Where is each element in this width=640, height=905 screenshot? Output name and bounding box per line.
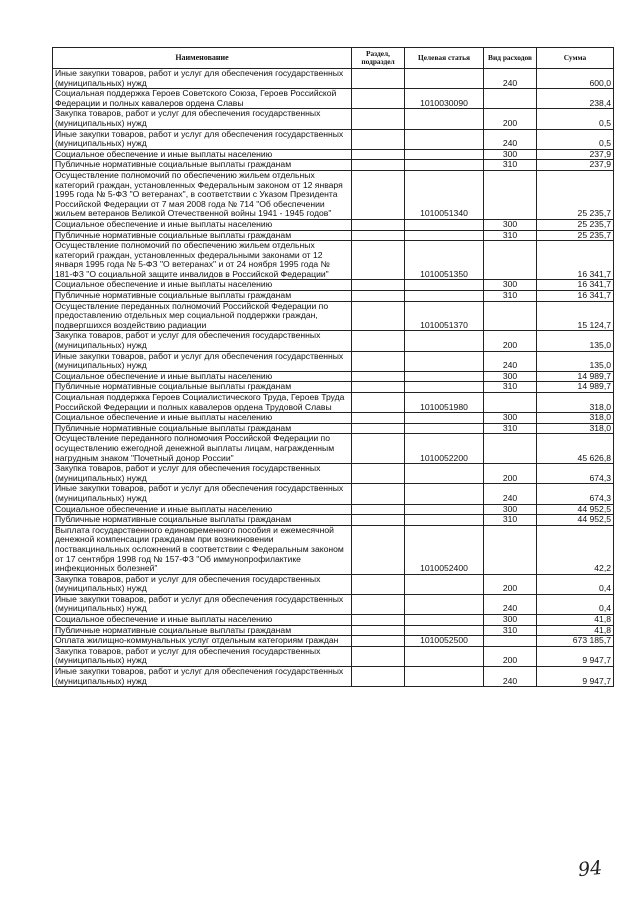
- cell-type: 200: [484, 574, 537, 594]
- budget-table: [52, 47, 614, 687]
- table-row: [53, 667, 614, 687]
- cell-article: [405, 504, 484, 515]
- header-type: Вид расходов: [484, 48, 537, 69]
- cell-article: [405, 351, 484, 371]
- cell-name: Публичные нормативные социальные выплаты гражданам: [53, 515, 352, 526]
- table-row: [53, 646, 614, 666]
- cell-type: 200: [484, 331, 537, 351]
- cell-section: [352, 301, 405, 331]
- cell-article: [405, 646, 484, 666]
- cell-section: [352, 515, 405, 526]
- table-row: [53, 434, 614, 464]
- cell-section: [352, 89, 405, 109]
- cell-sum: 15 124,7: [537, 301, 614, 331]
- cell-type: [484, 393, 537, 413]
- cell-name: Публичные нормативные социальные выплаты гражданам: [53, 291, 352, 302]
- cell-type: 300: [484, 219, 537, 230]
- cell-name: Социальное обеспечение и иные выплаты населению: [53, 219, 352, 230]
- cell-sum: 9 947,7: [537, 646, 614, 666]
- cell-name: Социальная поддержка Героев Социалистического Труда, Героев Труда Российской Федерации и полных кавалеров ордена Трудовой Славы: [53, 393, 352, 413]
- cell-type: [484, 636, 537, 647]
- table-row: [53, 423, 614, 434]
- table-row: [53, 393, 614, 413]
- cell-article: [405, 371, 484, 382]
- cell-name: Иные закупки товаров, работ и услуг для обеспечения государственных (муниципальных) нужд: [53, 351, 352, 371]
- table-row: [53, 219, 614, 230]
- cell-name: Социальное обеспечение и иные выплаты населению: [53, 280, 352, 291]
- table-row: [53, 160, 614, 171]
- cell-name: Публичные нормативные социальные выплаты гражданам: [53, 382, 352, 393]
- cell-section: [352, 574, 405, 594]
- cell-type: 240: [484, 667, 537, 687]
- table-row: [53, 89, 614, 109]
- table-row: [53, 241, 614, 280]
- cell-sum: 25 235,7: [537, 230, 614, 241]
- cell-type: 300: [484, 413, 537, 424]
- cell-section: [352, 464, 405, 484]
- cell-name: Публичные нормативные социальные выплаты гражданам: [53, 423, 352, 434]
- cell-sum: 0,5: [537, 129, 614, 149]
- table-row: [53, 636, 614, 647]
- cell-sum: 135,0: [537, 331, 614, 351]
- table-row: [53, 280, 614, 291]
- cell-article: [405, 625, 484, 636]
- cell-name: Иные закупки товаров, работ и услуг для обеспечения государственных (муниципальных) нужд: [53, 484, 352, 504]
- cell-name: Закупка товаров, работ и услуг для обеспечения государственных (муниципальных) нужд: [53, 109, 352, 129]
- cell-article: 1010030090: [405, 89, 484, 109]
- cell-article: 1010052400: [405, 525, 484, 574]
- cell-type: 200: [484, 109, 537, 129]
- cell-article: 1010052200: [405, 434, 484, 464]
- cell-type: 310: [484, 515, 537, 526]
- cell-section: [352, 393, 405, 413]
- cell-name: Иные закупки товаров, работ и услуг для обеспечения государственных (муниципальных) нужд: [53, 594, 352, 614]
- cell-type: 300: [484, 504, 537, 515]
- table-row: [53, 594, 614, 614]
- cell-name: Выплата государственного единовременного пособия и ежемесячной денежной компенсации гражданам при возникновении поствакцинальных осложнений в соответствии с Федеральным законом от 17 сентября 1998 год № 157-ФЗ "Об иммунопрофилактике инфекционных болезней": [53, 525, 352, 574]
- table-row: [53, 351, 614, 371]
- cell-article: 1010051980: [405, 393, 484, 413]
- cell-name: Социальное обеспечение и иные выплаты населению: [53, 371, 352, 382]
- cell-sum: 0,4: [537, 594, 614, 614]
- table-row: [53, 515, 614, 526]
- cell-section: [352, 331, 405, 351]
- cell-name: Социальное обеспечение и иные выплаты населению: [53, 413, 352, 424]
- cell-sum: 318,0: [537, 393, 614, 413]
- cell-sum: 45 626,8: [537, 434, 614, 464]
- cell-section: [352, 69, 405, 89]
- cell-article: [405, 230, 484, 241]
- cell-name: Иные закупки товаров, работ и услуг для обеспечения государственных (муниципальных) нужд: [53, 667, 352, 687]
- cell-section: [352, 129, 405, 149]
- table-row: [53, 464, 614, 484]
- cell-type: 240: [484, 351, 537, 371]
- table-body: [53, 69, 614, 687]
- cell-sum: 41,8: [537, 615, 614, 626]
- cell-article: 1010052500: [405, 636, 484, 647]
- cell-article: [405, 219, 484, 230]
- cell-sum: 135,0: [537, 351, 614, 371]
- table-row: [53, 230, 614, 241]
- table-row: [53, 525, 614, 574]
- cell-section: [352, 382, 405, 393]
- cell-type: 240: [484, 594, 537, 614]
- cell-name: Социальное обеспечение и иные выплаты населению: [53, 149, 352, 160]
- cell-name: Публичные нормативные социальные выплаты гражданам: [53, 160, 352, 171]
- cell-type: 240: [484, 69, 537, 89]
- cell-sum: 44 952,5: [537, 515, 614, 526]
- table-row: [53, 504, 614, 515]
- cell-sum: 44 952,5: [537, 504, 614, 515]
- cell-article: [405, 594, 484, 614]
- cell-section: [352, 160, 405, 171]
- cell-name: Публичные нормативные социальные выплаты гражданам: [53, 230, 352, 241]
- cell-name: Социальная поддержка Героев Советского Союза, Героев Российской Федерации и полных кавалеров ордена Славы: [53, 89, 352, 109]
- cell-section: [352, 413, 405, 424]
- cell-type: 300: [484, 615, 537, 626]
- cell-type: 200: [484, 464, 537, 484]
- cell-section: [352, 646, 405, 666]
- header-section: Раздел, подраздел: [352, 48, 405, 69]
- cell-sum: 674,3: [537, 464, 614, 484]
- cell-article: [405, 291, 484, 302]
- cell-section: [352, 149, 405, 160]
- table-row: [53, 301, 614, 331]
- cell-type: [484, 241, 537, 280]
- cell-section: [352, 504, 405, 515]
- cell-type: 310: [484, 291, 537, 302]
- cell-sum: 42,2: [537, 525, 614, 574]
- cell-sum: 25 235,7: [537, 219, 614, 230]
- header-sum: Сумма: [537, 48, 614, 69]
- cell-article: [405, 280, 484, 291]
- cell-name: Иные закупки товаров, работ и услуг для обеспечения государственных (муниципальных) нужд: [53, 129, 352, 149]
- page-number: 94: [576, 856, 604, 882]
- cell-type: 310: [484, 423, 537, 434]
- table-row: [53, 484, 614, 504]
- cell-name: Осуществление полномочий по обеспечению жильем отдельных категорий граждан, установленных федеральными законами от 12 января 1995 года № 5-ФЗ "О ветеранах" и от 24 ноября 1995 года № 181-ФЗ "О социальной защите инвалидов в Российской Федерации": [53, 241, 352, 280]
- cell-name: Оплата жилищно-коммунальных услуг отдельным категориям граждан: [53, 636, 352, 647]
- cell-section: [352, 615, 405, 626]
- cell-article: [405, 615, 484, 626]
- cell-type: 200: [484, 646, 537, 666]
- cell-section: [352, 170, 405, 219]
- cell-section: [352, 525, 405, 574]
- table-row: [53, 291, 614, 302]
- cell-name: Осуществление переданных полномочий Российской Федерации по предоставлению отдельных мер социальной поддержки граждан, подвергшихся воздействию радиации: [53, 301, 352, 331]
- table-row: [53, 109, 614, 129]
- cell-type: 300: [484, 371, 537, 382]
- cell-type: [484, 434, 537, 464]
- cell-sum: 674,3: [537, 484, 614, 504]
- cell-sum: 25 235,7: [537, 170, 614, 219]
- cell-article: [405, 149, 484, 160]
- table-row: [53, 69, 614, 89]
- cell-type: [484, 525, 537, 574]
- cell-section: [352, 636, 405, 647]
- cell-type: [484, 89, 537, 109]
- cell-name: Закупка товаров, работ и услуг для обеспечения государственных (муниципальных) нужд: [53, 331, 352, 351]
- cell-sum: 318,0: [537, 413, 614, 424]
- cell-type: [484, 170, 537, 219]
- cell-sum: 237,9: [537, 160, 614, 171]
- header-name: Наименование: [53, 48, 352, 69]
- cell-type: 300: [484, 149, 537, 160]
- cell-article: [405, 667, 484, 687]
- cell-section: [352, 594, 405, 614]
- cell-article: [405, 464, 484, 484]
- cell-article: [405, 109, 484, 129]
- cell-article: 1010051350: [405, 241, 484, 280]
- table-row: [53, 129, 614, 149]
- cell-type: 310: [484, 625, 537, 636]
- cell-section: [352, 371, 405, 382]
- cell-name: Социальное обеспечение и иные выплаты населению: [53, 504, 352, 515]
- cell-section: [352, 241, 405, 280]
- cell-article: [405, 413, 484, 424]
- table-row: [53, 382, 614, 393]
- cell-article: [405, 515, 484, 526]
- table-row: [53, 371, 614, 382]
- table-header-row: [53, 48, 614, 69]
- cell-name: Закупка товаров, работ и услуг для обеспечения государственных (муниципальных) нужд: [53, 646, 352, 666]
- cell-section: [352, 291, 405, 302]
- header-article: Целевая статья: [405, 48, 484, 69]
- cell-sum: 41,8: [537, 625, 614, 636]
- table-row: [53, 170, 614, 219]
- cell-type: 300: [484, 280, 537, 291]
- cell-sum: 0,5: [537, 109, 614, 129]
- cell-section: [352, 625, 405, 636]
- cell-sum: 16 341,7: [537, 241, 614, 280]
- cell-section: [352, 667, 405, 687]
- cell-article: [405, 423, 484, 434]
- cell-type: 310: [484, 382, 537, 393]
- cell-section: [352, 219, 405, 230]
- cell-article: 1010051340: [405, 170, 484, 219]
- cell-sum: 238,4: [537, 89, 614, 109]
- cell-article: [405, 331, 484, 351]
- table-row: [53, 331, 614, 351]
- cell-sum: 16 341,7: [537, 291, 614, 302]
- table-row: [53, 413, 614, 424]
- cell-sum: 14 989,7: [537, 371, 614, 382]
- cell-name: Социальное обеспечение и иные выплаты населению: [53, 615, 352, 626]
- cell-article: 1010051370: [405, 301, 484, 331]
- cell-article: [405, 69, 484, 89]
- cell-section: [352, 423, 405, 434]
- cell-sum: 16 341,7: [537, 280, 614, 291]
- cell-section: [352, 109, 405, 129]
- cell-name: Закупка товаров, работ и услуг для обеспечения государственных (муниципальных) нужд: [53, 464, 352, 484]
- cell-type: 240: [484, 129, 537, 149]
- table-row: [53, 574, 614, 594]
- cell-sum: 0,4: [537, 574, 614, 594]
- cell-sum: 14 989,7: [537, 382, 614, 393]
- cell-type: 240: [484, 484, 537, 504]
- cell-name: Закупка товаров, работ и услуг для обеспечения государственных (муниципальных) нужд: [53, 574, 352, 594]
- cell-section: [352, 351, 405, 371]
- cell-section: [352, 230, 405, 241]
- cell-sum: 237,9: [537, 149, 614, 160]
- table-row: [53, 149, 614, 160]
- table-row: [53, 615, 614, 626]
- cell-section: [352, 484, 405, 504]
- cell-sum: 9 947,7: [537, 667, 614, 687]
- table-row: [53, 625, 614, 636]
- cell-sum: 318,0: [537, 423, 614, 434]
- cell-sum: 673 185,7: [537, 636, 614, 647]
- cell-article: [405, 484, 484, 504]
- cell-name: Иные закупки товаров, работ и услуг для обеспечения государственных (муниципальных) нужд: [53, 69, 352, 89]
- cell-name: Публичные нормативные социальные выплаты гражданам: [53, 625, 352, 636]
- cell-article: [405, 160, 484, 171]
- cell-section: [352, 280, 405, 291]
- cell-name: Осуществление переданного полномочия Российской Федерации по осуществлению ежегодной денежной выплаты лицам, награжденным нагрудным знаком "Почетный донор России": [53, 434, 352, 464]
- cell-section: [352, 434, 405, 464]
- cell-type: [484, 301, 537, 331]
- cell-type: 310: [484, 160, 537, 171]
- cell-article: [405, 574, 484, 594]
- cell-article: [405, 382, 484, 393]
- cell-type: 310: [484, 230, 537, 241]
- cell-sum: 600,0: [537, 69, 614, 89]
- cell-name: Осуществление полномочий по обеспечению жильем отдельных категорий граждан, установленных Федеральным законом от 12 января 1995 года № 5-ФЗ "О ветеранах", в соответствии с Указом Президента Российской Федерации от 7 мая 2008 года № 714 "Об обеспечении жильем ветеранов Великой Отечественной войны 1941 - 1945 годов": [53, 170, 352, 219]
- cell-article: [405, 129, 484, 149]
